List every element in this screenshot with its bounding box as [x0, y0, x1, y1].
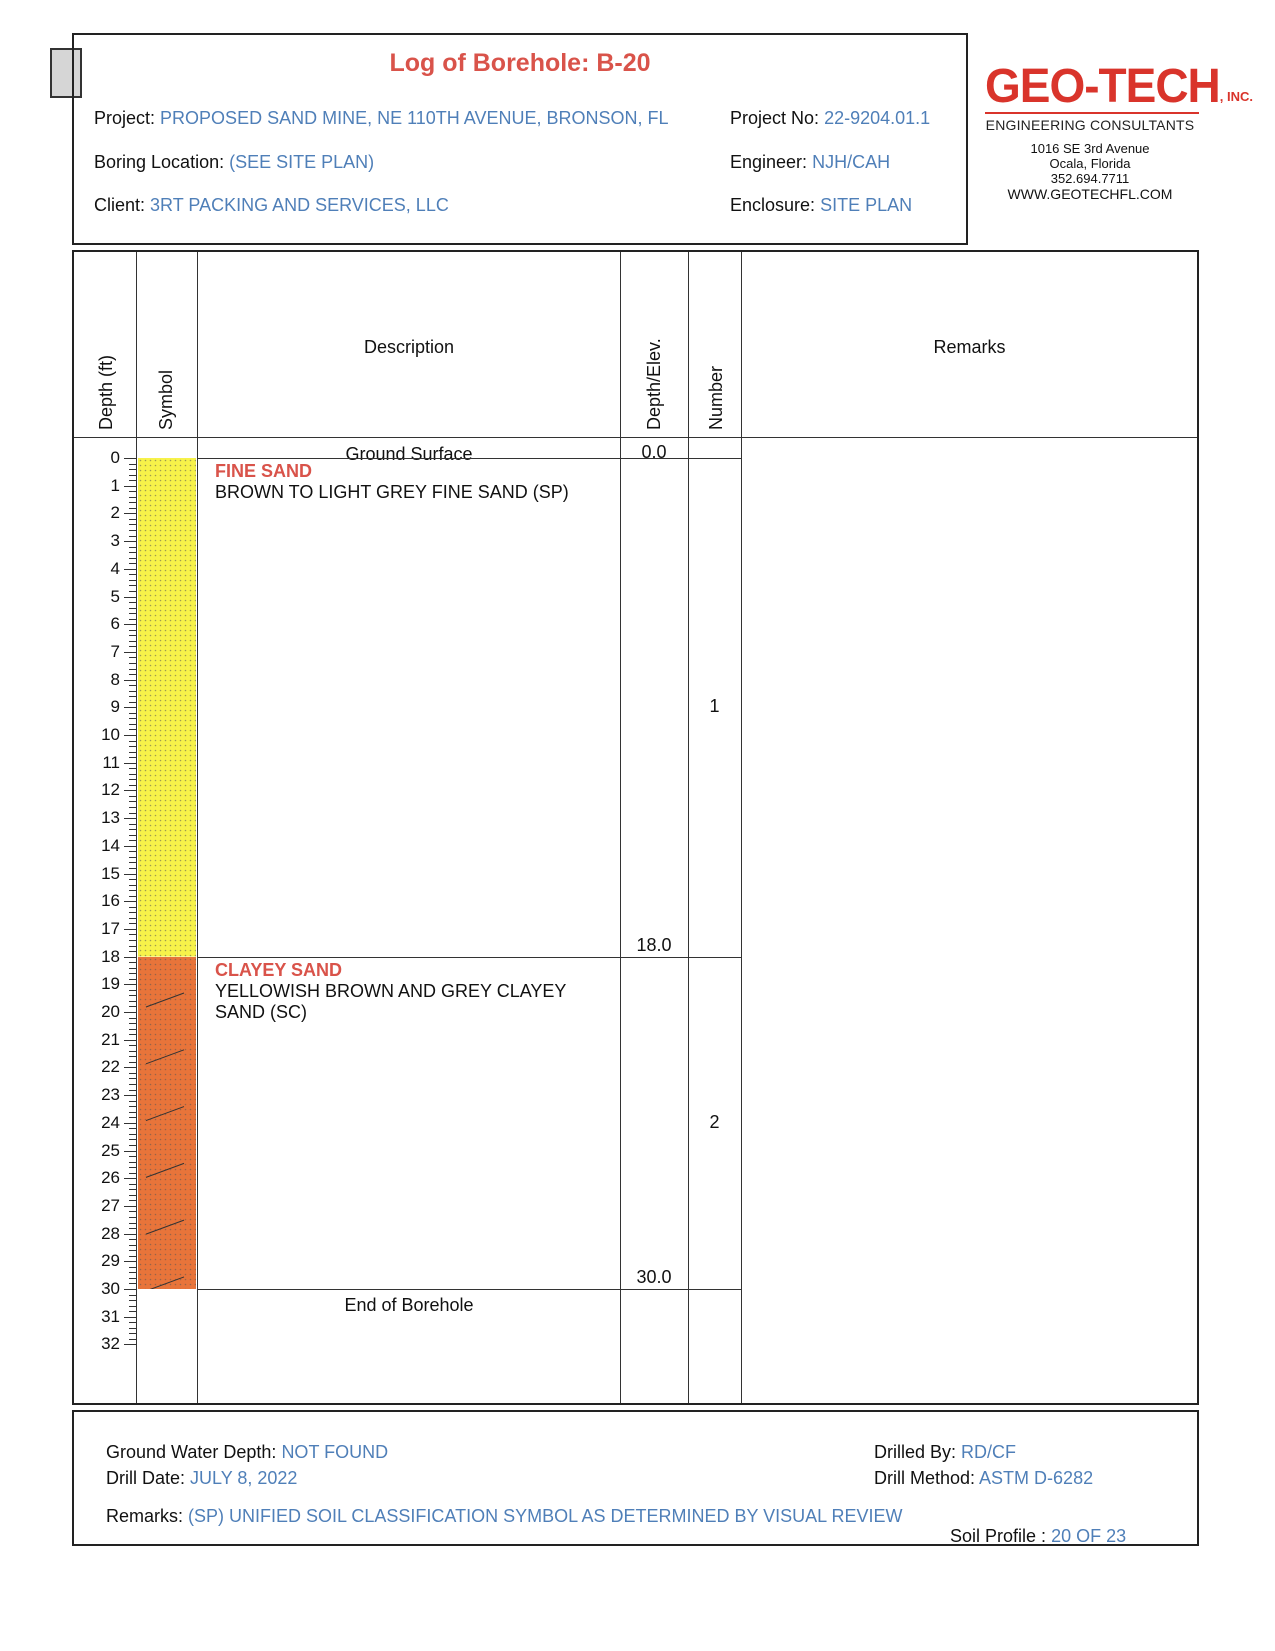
depth-tick-label: 25 [101, 1140, 120, 1160]
depth-minor-tick [129, 1034, 136, 1035]
depth-tick-label: 31 [101, 1306, 120, 1326]
soil-profile-label: Soil Profile : [950, 1526, 1047, 1546]
depth-minor-tick [129, 1339, 136, 1340]
depth-minor-tick [129, 741, 136, 742]
depth-minor-tick [129, 857, 136, 858]
depth-tick-label: 28 [101, 1223, 120, 1243]
sample-number: 1 [709, 696, 720, 717]
depth-minor-tick [129, 1167, 136, 1168]
company-address-1: 1016 SE 3rd Avenue [1030, 141, 1150, 156]
drill-method-label: Drill Method: [874, 1468, 976, 1488]
depth-minor-tick [129, 746, 136, 747]
remarks-value: (SP) UNIFIED SOIL CLASSIFICATION SYMBOL AS DETERMINED BY VISUAL REVIEW [188, 1506, 903, 1526]
depth-minor-tick [129, 1051, 136, 1052]
depth-minor-tick [129, 951, 136, 952]
depth-minor-tick [129, 580, 136, 581]
drilled-by-row [874, 1442, 1016, 1463]
page-title: Log of Borehole: B-20 [389, 49, 651, 77]
depth-minor-tick [129, 1300, 136, 1301]
depth-tick-label: 23 [101, 1085, 120, 1105]
depth-major-tick [124, 984, 136, 985]
depth-minor-tick [129, 946, 136, 947]
depth-minor-tick [129, 835, 136, 836]
depth-minor-tick [129, 1101, 136, 1102]
depth-minor-tick [129, 757, 136, 758]
depth-major-tick [124, 874, 136, 875]
depth-minor-tick [129, 469, 136, 470]
depth-minor-tick [129, 862, 136, 863]
depth-tick-label: 30 [101, 1279, 120, 1298]
col-header-remarks: Remarks [933, 337, 1006, 357]
depth-minor-tick [129, 713, 136, 714]
depth-minor-tick [129, 1200, 136, 1201]
depth-major-tick [124, 957, 136, 958]
layer-bottom-elev: 30.0 [636, 1267, 672, 1287]
depth-minor-tick [129, 934, 136, 935]
depth-minor-tick [129, 591, 136, 592]
boring-location-label: Boring Location: [94, 152, 225, 172]
drill-date-value: JULY 8, 2022 [190, 1468, 298, 1488]
depth-minor-tick [129, 868, 136, 869]
project-label: Project: [94, 108, 156, 128]
depth-minor-tick [129, 879, 136, 880]
depth-minor-tick [129, 1239, 136, 1240]
depth-minor-tick [129, 1117, 136, 1118]
col-header-depth: Depth (ft) [96, 354, 116, 430]
depth-major-tick [124, 1234, 136, 1235]
depth-minor-tick [129, 696, 136, 697]
remarks-row [106, 1506, 903, 1527]
col-header-number: Number [706, 365, 726, 430]
depth-major-tick [124, 763, 136, 764]
depth-tick-label: 10 [101, 725, 120, 744]
boring-location-row [94, 152, 374, 173]
depth-minor-tick [129, 840, 136, 841]
depth-minor-tick [129, 602, 136, 603]
depth-tick-label: 27 [101, 1195, 120, 1215]
depth-tick-label: 0 [110, 448, 120, 467]
depth-minor-tick [129, 1029, 136, 1030]
depth-major-tick [124, 790, 136, 791]
depth-tick-label: 29 [101, 1251, 120, 1271]
layer-description: BROWN TO LIGHT GREY FINE SAND (SP) [215, 482, 569, 502]
depth-minor-tick [129, 585, 136, 586]
drill-method-row [874, 1468, 1093, 1489]
depth-major-tick [124, 652, 136, 653]
depth-major-tick [124, 513, 136, 514]
boring-location-value: (SEE SITE PLAN) [229, 152, 375, 172]
depth-minor-tick [129, 1128, 136, 1129]
depth-minor-tick [129, 530, 136, 531]
depth-major-tick [124, 1206, 136, 1207]
company-logo [975, 57, 1254, 202]
depth-minor-tick [129, 691, 136, 692]
project-no-value: 22-9204.01.1 [824, 108, 931, 128]
depth-minor-tick [129, 1156, 136, 1157]
depth-tick-label: 5 [110, 586, 120, 606]
engineer-label: Engineer: [730, 152, 808, 172]
layer-top-divider [197, 458, 742, 459]
depth-minor-tick [129, 491, 136, 492]
depth-minor-tick [129, 1084, 136, 1085]
depth-scale [74, 252, 136, 1403]
depth-minor-tick [129, 497, 136, 498]
depth-minor-tick [129, 524, 136, 525]
depth-tick-label: 8 [110, 669, 120, 689]
depth-major-tick [124, 1178, 136, 1179]
depth-major-tick [124, 541, 136, 542]
depth-tick-label: 26 [101, 1168, 120, 1188]
end-of-borehole-divider [197, 1289, 742, 1290]
depth-minor-tick [129, 508, 136, 509]
depth-minor-tick [129, 1217, 136, 1218]
depth-minor-tick [129, 574, 136, 575]
soil-profile-value: 20 OF 23 [1051, 1526, 1127, 1546]
depth-tick-label: 22 [101, 1057, 120, 1077]
depth-minor-tick [129, 613, 136, 614]
soil-layers [74, 252, 1197, 1403]
depth-minor-tick [129, 630, 136, 631]
depth-minor-tick [129, 1272, 136, 1273]
depth-tick-label: 7 [110, 641, 120, 661]
depth-major-tick [124, 1067, 136, 1068]
depth-minor-tick [129, 724, 136, 725]
depth-minor-tick [129, 685, 136, 686]
depth-tick-label: 16 [101, 891, 120, 911]
depth-minor-tick [129, 885, 136, 886]
depth-minor-tick [129, 1267, 136, 1268]
ground-surface-label: Ground Surface [345, 444, 473, 464]
depth-minor-tick [129, 1306, 136, 1307]
end-of-borehole-label: End of Borehole [344, 1295, 474, 1315]
depth-minor-tick [129, 851, 136, 852]
soil-profile-row [950, 1526, 1126, 1547]
layer-name: CLAYEY SAND [215, 959, 343, 980]
depth-minor-tick [129, 990, 136, 991]
depth-major-tick [124, 680, 136, 681]
depth-minor-tick [129, 973, 136, 974]
depth-tick-label: 21 [101, 1029, 120, 1049]
depth-minor-tick [129, 1195, 136, 1196]
company-website: WWW.GEOTECHFL.COM [1007, 186, 1173, 202]
depth-minor-tick [129, 646, 136, 647]
depth-major-tick [124, 486, 136, 487]
depth-tick-label: 32 [101, 1334, 120, 1354]
depth-minor-tick [129, 923, 136, 924]
depth-tick-label: 17 [101, 918, 120, 938]
depth-minor-tick [129, 702, 136, 703]
depth-minor-tick [129, 1283, 136, 1284]
depth-minor-tick [129, 475, 136, 476]
depth-major-tick [124, 1317, 136, 1318]
depth-minor-tick [129, 674, 136, 675]
depth-major-tick [124, 735, 136, 736]
col-header-symbol: Symbol [156, 369, 176, 430]
depth-tick-label: 19 [101, 974, 120, 994]
ground-water-value: NOT FOUND [281, 1442, 389, 1462]
depth-minor-tick [129, 729, 136, 730]
depth-minor-tick [129, 1006, 136, 1007]
company-tagline: ENGINEERING CONSULTANTS [985, 117, 1195, 133]
depth-minor-tick [129, 1295, 136, 1296]
depth-tick-label: 2 [110, 503, 120, 523]
depth-tick-label: 18 [101, 946, 120, 966]
borehole-log-table [72, 250, 1199, 1405]
depth-minor-tick [129, 962, 136, 963]
depth-minor-tick [129, 552, 136, 553]
depth-minor-tick [129, 896, 136, 897]
depth-minor-tick [129, 536, 136, 537]
depth-minor-tick [129, 547, 136, 548]
depth-minor-tick [129, 635, 136, 636]
client-row [94, 195, 449, 216]
depth-minor-tick [129, 1256, 136, 1257]
depth-minor-tick [129, 907, 136, 908]
depth-minor-tick [129, 657, 136, 658]
depth-minor-tick [129, 940, 136, 941]
depth-minor-tick [129, 968, 136, 969]
depth-major-tick [124, 1344, 136, 1345]
depth-minor-tick [129, 1211, 136, 1212]
depth-tick-label: 4 [110, 558, 120, 578]
depth-minor-tick [129, 1184, 136, 1185]
depth-minor-tick [129, 1023, 136, 1024]
depth-minor-tick [129, 1228, 136, 1229]
depth-minor-tick [129, 1139, 136, 1140]
depth-major-tick [124, 458, 136, 459]
footer-box [72, 1410, 1199, 1546]
drilled-by-value: RD/CF [961, 1442, 1017, 1462]
depth-tick-label: 14 [101, 835, 120, 855]
depth-minor-tick [129, 774, 136, 775]
depth-major-tick [124, 1040, 136, 1041]
layer-symbol-2 [138, 957, 196, 1289]
depth-minor-tick [129, 813, 136, 814]
depth-tick-label: 13 [101, 808, 120, 828]
depth-minor-tick [129, 979, 136, 980]
depth-minor-tick [129, 1106, 136, 1107]
depth-major-tick [124, 1289, 136, 1290]
depth-minor-tick [129, 1062, 136, 1063]
ground-surface-elev: 0.0 [641, 442, 667, 462]
depth-minor-tick [129, 464, 136, 465]
depth-minor-tick [129, 1162, 136, 1163]
depth-minor-tick [129, 669, 136, 670]
depth-minor-tick [129, 829, 136, 830]
engineer-row [730, 152, 890, 173]
depth-minor-tick [129, 619, 136, 620]
depth-minor-tick [129, 480, 136, 481]
client-label: Client: [94, 195, 146, 215]
depth-minor-tick [129, 785, 136, 786]
depth-major-tick [124, 1123, 136, 1124]
enclosure-label: Enclosure: [730, 195, 816, 215]
ground-water-row [106, 1442, 388, 1463]
depth-minor-tick [129, 1245, 136, 1246]
depth-minor-tick [129, 563, 136, 564]
ground-water-label: Ground Water Depth: [106, 1442, 277, 1462]
depth-minor-tick [129, 1073, 136, 1074]
depth-tick-label: 3 [110, 531, 120, 551]
layer-top-divider [197, 957, 742, 958]
depth-minor-tick [129, 663, 136, 664]
depth-major-tick [124, 818, 136, 819]
drilled-by-label: Drilled By: [874, 1442, 957, 1462]
depth-minor-tick [129, 1189, 136, 1190]
company-address-2: Ocala, Florida [1049, 156, 1131, 171]
depth-major-tick [124, 1012, 136, 1013]
depth-minor-tick [129, 1112, 136, 1113]
layer-name: FINE SAND [215, 461, 313, 481]
project-no-row [730, 108, 930, 129]
depth-minor-tick [129, 824, 136, 825]
layer-symbol-1 [138, 458, 196, 957]
depth-tick-label: 20 [101, 1002, 120, 1021]
depth-tick-label: 24 [101, 1112, 120, 1132]
depth-minor-tick [129, 918, 136, 919]
depth-major-tick [124, 707, 136, 708]
depth-minor-tick [129, 1045, 136, 1046]
depth-tick-label: 6 [110, 614, 120, 634]
depth-minor-tick [129, 1090, 136, 1091]
header-box [72, 33, 968, 245]
depth-tick-label: 1 [110, 475, 120, 495]
depth-minor-tick [129, 502, 136, 503]
depth-major-tick [124, 624, 136, 625]
logo-text: GEO-TECH [985, 57, 1220, 113]
depth-tick-label: 9 [110, 697, 120, 717]
remarks-label: Remarks: [106, 1506, 184, 1526]
depth-minor-tick [129, 519, 136, 520]
depth-minor-tick [129, 1278, 136, 1279]
depth-minor-tick [129, 1250, 136, 1251]
depth-major-tick [124, 846, 136, 847]
depth-major-tick [124, 1095, 136, 1096]
depth-minor-tick [129, 1145, 136, 1146]
col-header-depth-elev: Depth/Elev. [644, 338, 664, 430]
depth-minor-tick [129, 807, 136, 808]
depth-minor-tick [129, 1056, 136, 1057]
depth-minor-tick [129, 779, 136, 780]
sample-number: 2 [709, 1111, 720, 1132]
project-value: PROPOSED SAND MINE, NE 110TH AVENUE, BRONSON, FL [160, 108, 669, 128]
drill-date-row [106, 1468, 297, 1489]
depth-minor-tick [129, 558, 136, 559]
company-phone: 352.694.7711 [1050, 171, 1130, 186]
depth-minor-tick [129, 608, 136, 609]
depth-minor-tick [129, 1333, 136, 1334]
depth-minor-tick [129, 1311, 136, 1312]
enclosure-value: SITE PLAN [820, 195, 913, 215]
depth-minor-tick [129, 995, 136, 996]
logo-suffix: , INC. [1219, 89, 1254, 104]
depth-minor-tick [129, 890, 136, 891]
depth-major-tick [124, 597, 136, 598]
depth-minor-tick [129, 1223, 136, 1224]
depth-minor-tick [129, 641, 136, 642]
depth-tick-label: 15 [101, 863, 120, 883]
depth-minor-tick [129, 1173, 136, 1174]
depth-major-tick [124, 929, 136, 930]
depth-major-tick [124, 569, 136, 570]
depth-major-tick [124, 1151, 136, 1152]
depth-minor-tick [129, 801, 136, 802]
depth-minor-tick [129, 1018, 136, 1019]
layer-description: YELLOWISH BROWN AND GREY CLAYEY SAND (SC) [215, 980, 567, 1022]
depth-minor-tick [129, 752, 136, 753]
depth-minor-tick [129, 768, 136, 769]
engineer-value: NJH/CAH [812, 152, 891, 172]
depth-minor-tick [129, 718, 136, 719]
depth-minor-tick [129, 1134, 136, 1135]
depth-minor-tick [129, 1322, 136, 1323]
depth-major-tick [124, 901, 136, 902]
depth-minor-tick [129, 1001, 136, 1002]
col-header-description: Description [363, 337, 455, 357]
project-row [94, 108, 669, 129]
depth-minor-tick [129, 1328, 136, 1329]
depth-minor-tick [129, 912, 136, 913]
depth-tick-label: 12 [101, 780, 120, 800]
enclosure-row [730, 195, 912, 216]
drill-method-value: ASTM D-6282 [979, 1468, 1094, 1488]
drill-date-label: Drill Date: [106, 1468, 186, 1488]
depth-minor-tick [129, 796, 136, 797]
logo-wordmark [975, 57, 1254, 113]
layer-bottom-elev: 18.0 [636, 934, 672, 955]
project-no-label: Project No: [730, 108, 820, 128]
depth-major-tick [124, 1261, 136, 1262]
depth-tick-label: 11 [102, 752, 120, 772]
depth-minor-tick [129, 1078, 136, 1079]
client-value: 3RT PACKING AND SERVICES, LLC [150, 195, 449, 215]
